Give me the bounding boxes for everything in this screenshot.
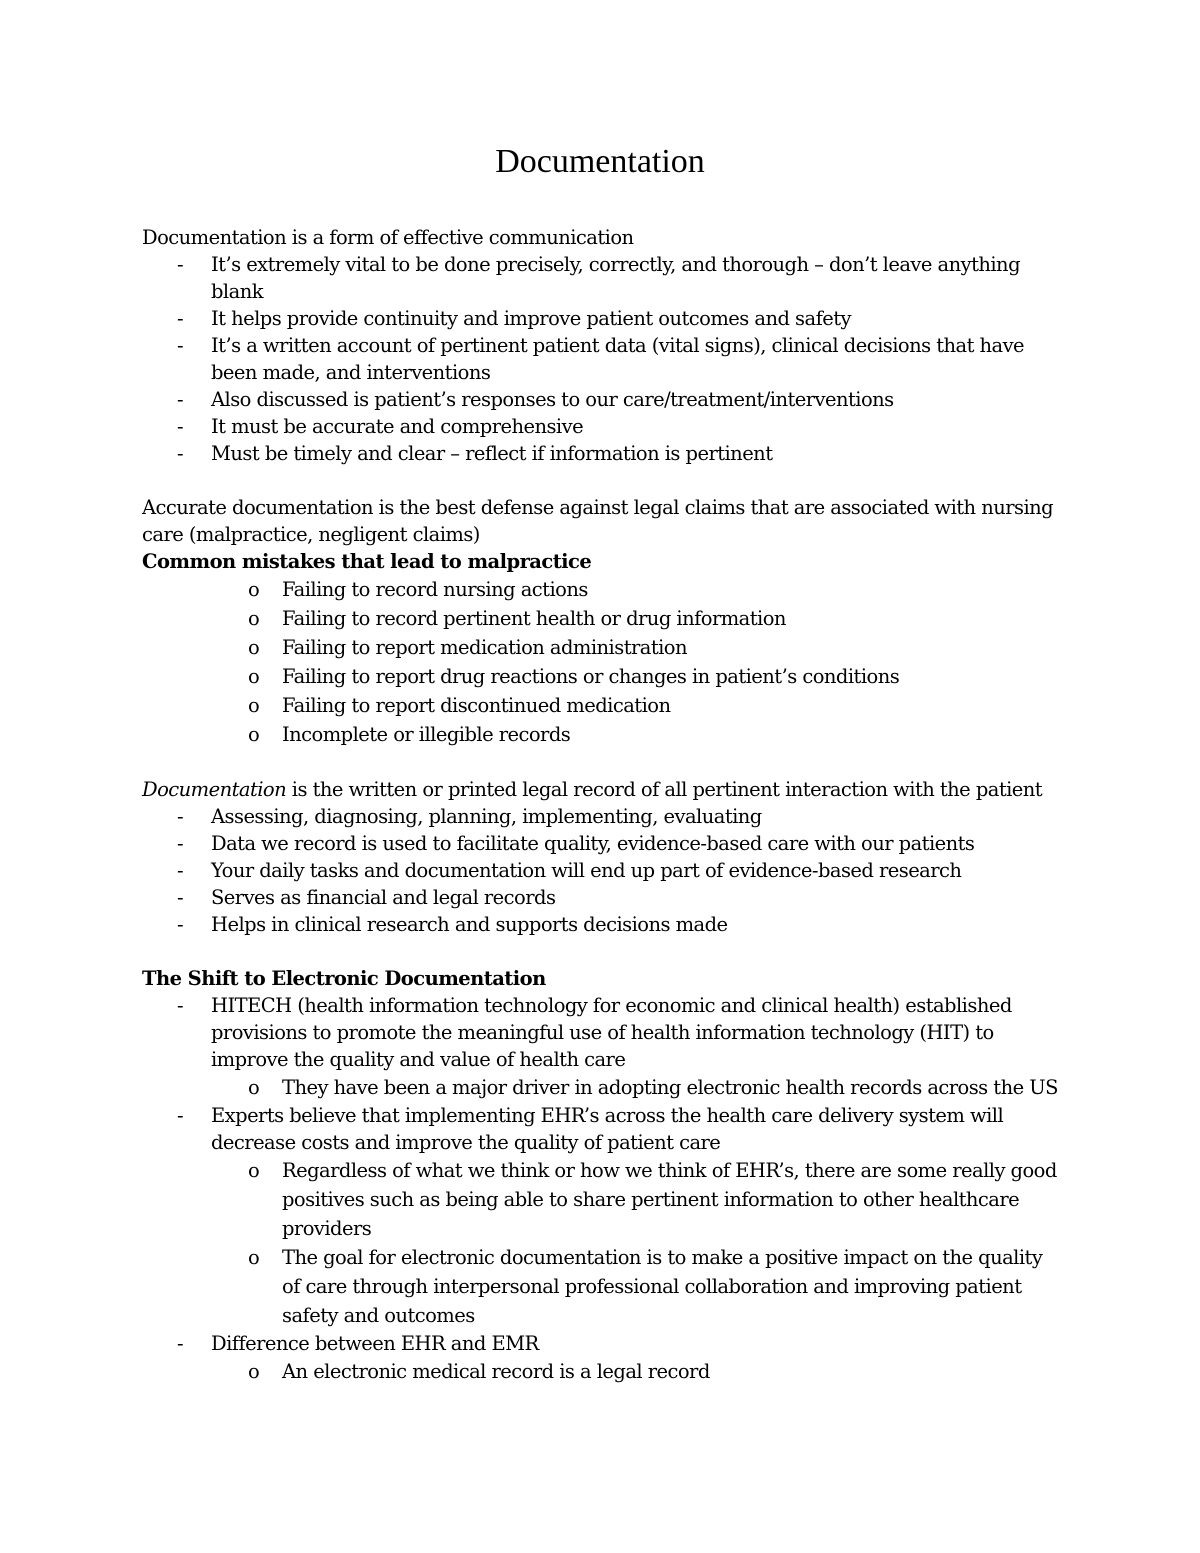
list-item: - Serves as financial and legal records — [142, 884, 1062, 911]
sub-list-item: o Regardless of what we think or how we think of EHR’s, there are some really good positives such as being able to share pertinent information to other healthcare providers — [211, 1156, 1062, 1243]
list-item: o Failing to report medication administration — [142, 633, 1062, 662]
list-item — [142, 1330, 1062, 1386]
list-item: - It helps provide continuity and improve patient outcomes and safety — [142, 305, 1062, 332]
sub-list — [211, 1073, 1062, 1102]
section4-bullet-list — [142, 992, 1062, 1386]
section1-bullet-list — [142, 251, 1062, 467]
section3-definition-line — [142, 776, 1062, 803]
list-item: - It’s extremely vital to be done precisely, correctly, and thorough – don’t leave anything blank — [142, 251, 1062, 305]
sub-list-item: o The goal for electronic documentation is to make a positive impact on the quality of care through interpersonal professional collaboration and improving patient safety and outcomes — [211, 1243, 1062, 1330]
list-item: - Your daily tasks and documentation will end up part of evidence-based research — [142, 857, 1062, 884]
sub-list-item: o They have been a major driver in adopting electronic health records across the US — [211, 1073, 1062, 1102]
list-item: - Assessing, diagnosing, planning, implementing, evaluating — [142, 803, 1062, 830]
list-item — [142, 1102, 1062, 1330]
page-title: Documentation — [495, 143, 705, 180]
section3-bullet-list — [142, 803, 1062, 938]
document-body — [142, 224, 1062, 1386]
section2-intro: Accurate documentation is the best defense against legal claims that are associated with nursing care (malpractice, negligent claims) — [142, 496, 1054, 546]
list-item: o Failing to report drug reactions or changes in patient’s conditions — [142, 662, 1062, 691]
section1-intro: Documentation is a form of effective communication — [142, 226, 634, 249]
list-item — [142, 992, 1062, 1102]
list-item: - Must be timely and clear – reflect if information is pertinent — [142, 440, 1062, 467]
list-item-text: Difference between EHR and EMR — [211, 1332, 539, 1355]
list-item: o Failing to record nursing actions — [142, 575, 1062, 604]
list-item-text: Experts believe that implementing EHR’s across the health care delivery system will decrease costs and improve the quality of patient care — [211, 1104, 1004, 1154]
list-item: - Also discussed is patient’s responses to our care/treatment/interventions — [142, 386, 1062, 413]
list-item: o Failing to record pertinent health or drug information — [142, 604, 1062, 633]
list-item: - Data we record is used to facilitate quality, evidence-based care with our patients — [142, 830, 1062, 857]
spacer — [142, 938, 1062, 965]
list-item: - It’s a written account of pertinent patient data (vital signs), clinical decisions that have been made, and interventions — [142, 332, 1062, 386]
sub-list — [211, 1357, 1062, 1386]
spacer — [142, 749, 1062, 776]
list-item: o Incomplete or illegible records — [142, 720, 1062, 749]
section3-definition: is the written or printed legal record of all pertinent interaction with the patient — [286, 778, 1043, 801]
section2-circle-list — [142, 575, 1062, 749]
list-item: o Failing to report discontinued medication — [142, 691, 1062, 720]
list-item: - It must be accurate and comprehensive — [142, 413, 1062, 440]
section2-heading: Common mistakes that lead to malpractice — [142, 550, 592, 573]
list-item-text: HITECH (health information technology for economic and clinical health) established provisions to promote the meaningful use of health information technology (HIT) to improve the quality and value of health care — [211, 994, 1012, 1071]
section4-heading: The Shift to Electronic Documentation — [142, 967, 546, 990]
spacer — [142, 467, 1062, 494]
sub-list-item: o An electronic medical record is a legal record — [211, 1357, 1062, 1386]
list-item: - Helps in clinical research and supports decisions made — [142, 911, 1062, 938]
section3-term: Documentation — [142, 778, 287, 801]
sub-list — [211, 1156, 1062, 1330]
